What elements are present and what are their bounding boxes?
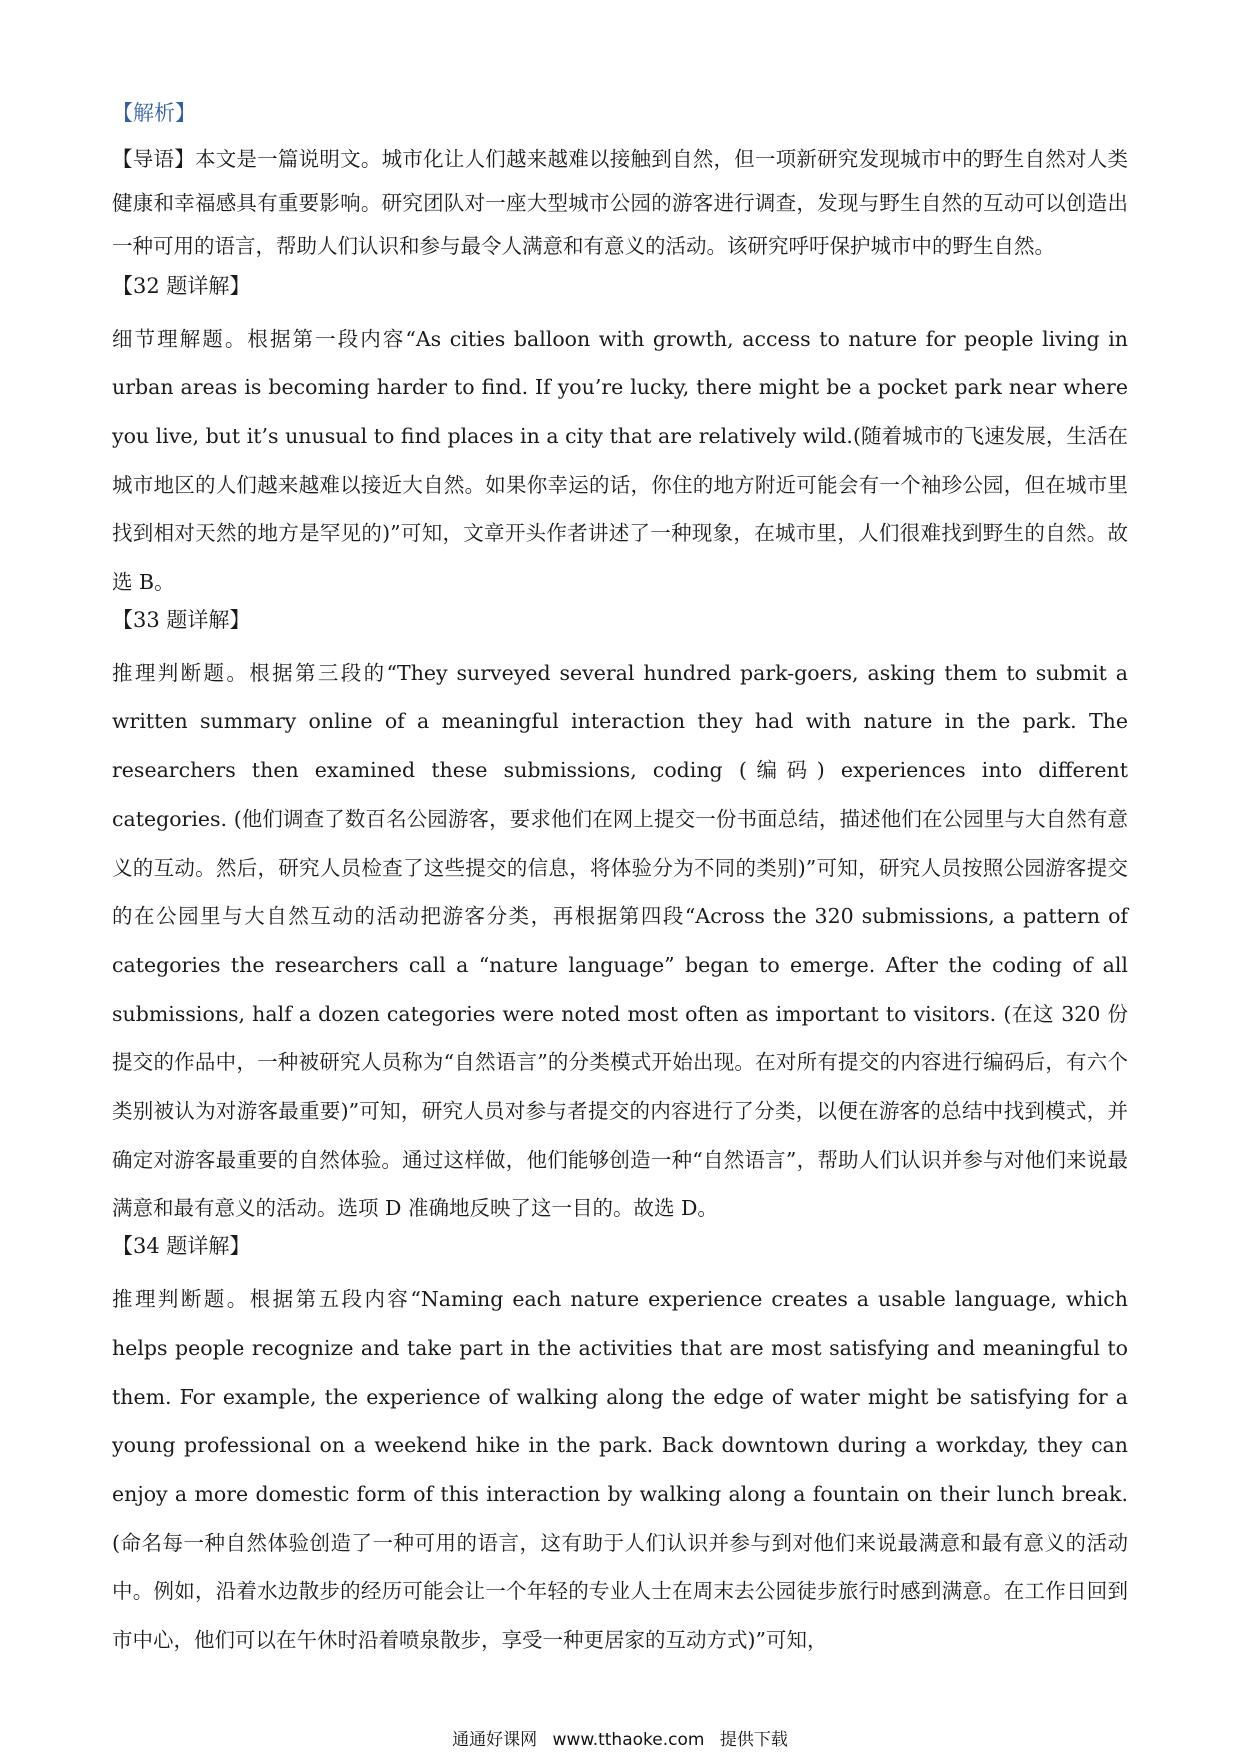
question-32-section <box>112 269 1128 607</box>
page-footer <box>0 1728 1240 1752</box>
question-34-heading: 【34 题详解】 <box>112 1234 251 1259</box>
question-34-explanation: 推理判断题。根据第五段内容“Naming each nature experience creates a usable language, which helps people recognize and take part in the activities that are most satisfying and meaningful to them. For example, the experience of walking along the edge of water might be satisfying for a young professional on a weekend hike in the park. Back downtown during a workday, they can enjoy a more domestic form of this interaction by walking along a fountain on their lunch break. (命名每一种自然体验创造了一种可用的语言，这有助于人们认识并参与到对他们来说最满意和最有意义的活动中。例如，沿着水边散步的经历可能会让一个年轻的专业人士在周末去公园徒步旅行时感到满意。在工作日回到市中心，他们可以在午休时沿着喷泉散步，享受一种更居家的互动方式)”可知， <box>112 1287 1128 1653</box>
document-body <box>112 96 1128 1665</box>
question-33-explanation: 推理判断题。根据第三段的“They surveyed several hundred park-goers, asking them to submit a written summary online of a meaningful interaction they had with nature in the park. The researchers then examined these submissions, coding (编码) experiences into different categories. (他们调查了数百名公园游客，要求他们在网上提交一份书面总结，描述他们在公园里与大自然有意义的互动。然后，研究人员检查了这些提交的信息，将体验分为不同的类别)”可知，研究人员按照公园游客提交的在公园里与大自然互动的活动把游客分类，再根据第四段“Across the 320 submissions, a pattern of categories the researchers call a “nature language” began to emerge. After the coding of all submissions, half a dozen categories were noted most often as important to visitors. (在这 320 份提交的作品中，一种被研究人员称为“自然语言”的分类模式开始出现。在对所有提交的内容进行编码后，有六个类别被认为对游客最重要)”可知，研究人员对参与者提交的内容进行了分类，以便在游客的总结中找到模式，并确定对游客最重要的自然体验。通过这样做，他们能够创造一种“自然语言”，帮助人们认识并参与对他们来说最满意和最有意义的活动。选项 D 准确地反映了这一目的。故选 D。 <box>112 660 1128 1221</box>
question-32-explanation: 细节理解题。根据第一段内容“As cities balloon with growth, access to nature for people living in urban areas is becoming harder to find. If you’re lucky, there might be a pocket park near where you live, but it’s unusual to find places in a city that are relatively wild.(随着城市的飞速发展，生活在城市地区的人们越来越难以接近大自然。如果你幸运的话，你住的地方附近可能会有一个袖珍公园，但在城市里找到相对天然的地方是罕见的)”可知，文章开头作者讲述了一种现象，在城市里，人们很难找到野生的自然。故选 B。 <box>112 326 1128 595</box>
question-32-heading: 【32 题详解】 <box>112 273 251 298</box>
analysis-label: 【解析】 <box>112 101 196 125</box>
question-33-section <box>112 603 1128 1233</box>
intro-paragraph: 【导语】本文是一篇说明文。城市化让人们越来越难以接触到自然，但一项新研究发现城市中的野生自然对人类健康和幸福感具有重要影响。研究团队对一座大型城市公园的游客进行调查，发现与野生自然的互动可以创造出一种可用的语言，帮助人们认识和参与最令人满意和有意义的活动。该研究呼吁保护城市中的野生自然。 <box>112 147 1128 258</box>
footer-site-name: 通通好课网 <box>452 1730 538 1750</box>
question-34-section <box>112 1229 1128 1665</box>
footer-tagline: 提供下载 <box>719 1730 788 1750</box>
question-33-heading: 【33 题详解】 <box>112 607 251 632</box>
footer-url[interactable]: www.tthaoke.com <box>552 1730 705 1750</box>
